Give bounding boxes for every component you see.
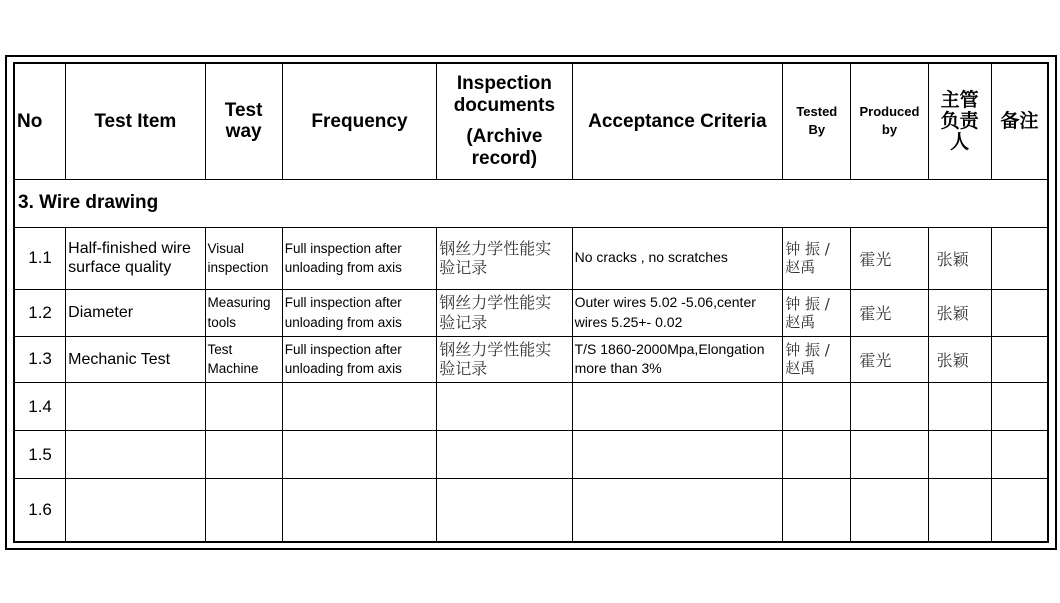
row-acceptance-criteria bbox=[572, 227, 783, 289]
header-test-way-line2: way bbox=[225, 121, 262, 143]
row-tested-line2: 赵禹 bbox=[785, 258, 816, 277]
empty-cell bbox=[66, 383, 205, 431]
row-no: 1.1 bbox=[15, 227, 66, 289]
header-row bbox=[15, 64, 1048, 180]
header-produced-by bbox=[851, 64, 928, 180]
row-no: 1.4 bbox=[15, 383, 66, 431]
empty-cell bbox=[282, 478, 436, 541]
header-inspection-line3: (Archive bbox=[466, 126, 543, 148]
row-tested-by bbox=[783, 227, 851, 289]
header-tested-line2: By bbox=[808, 122, 826, 138]
empty-cell bbox=[437, 478, 572, 541]
empty-cell bbox=[783, 431, 851, 479]
header-test-way bbox=[205, 64, 282, 180]
row-frequency-line1: Full inspection after bbox=[284, 295, 402, 311]
row-doc-line1: 钢丝力学性能实 bbox=[439, 293, 552, 313]
empty-cell bbox=[928, 478, 991, 541]
table-row bbox=[15, 289, 1048, 336]
row-test-item-line1: Mechanic Test bbox=[68, 350, 171, 368]
row-test-item bbox=[66, 289, 205, 336]
row-acceptance-criteria bbox=[572, 336, 783, 383]
row-no: 1.6 bbox=[15, 478, 66, 541]
row-test-way-line2: tools bbox=[207, 314, 237, 330]
row-doc-line1: 钢丝力学性能实 bbox=[439, 340, 552, 360]
inspection-table bbox=[14, 63, 1048, 542]
row-tested-line2: 赵禹 bbox=[785, 312, 816, 331]
table-row bbox=[15, 227, 1048, 289]
empty-cell bbox=[572, 478, 783, 541]
empty-cell bbox=[437, 383, 572, 431]
header-manager-line1: 主管 bbox=[940, 89, 979, 112]
row-test-way-line1: Measuring bbox=[207, 295, 271, 311]
empty-cell bbox=[851, 383, 928, 431]
row-frequency bbox=[282, 289, 436, 336]
table-row bbox=[15, 478, 1048, 541]
header-produced-line2: by bbox=[881, 122, 898, 138]
section-title: 3. Wire drawing bbox=[15, 179, 1048, 227]
row-remarks bbox=[991, 227, 1047, 289]
empty-cell bbox=[205, 431, 282, 479]
row-test-item-line1: Half-finished wire bbox=[68, 240, 191, 258]
empty-cell bbox=[851, 431, 928, 479]
empty-cell bbox=[572, 431, 783, 479]
section-row bbox=[15, 179, 1048, 227]
row-test-way bbox=[205, 336, 282, 383]
row-doc-line2: 验记录 bbox=[439, 312, 488, 332]
row-no: 1.2 bbox=[15, 289, 66, 336]
row-frequency-line2: unloading from axis bbox=[284, 361, 402, 377]
header-test-way-line1: Test bbox=[224, 99, 263, 121]
empty-cell bbox=[205, 383, 282, 431]
row-inspection-doc bbox=[437, 227, 572, 289]
row-frequency-line2: unloading from axis bbox=[284, 314, 402, 330]
empty-cell bbox=[783, 478, 851, 541]
header-no: No bbox=[15, 64, 66, 180]
row-tested-by bbox=[783, 336, 851, 383]
empty-cell bbox=[928, 431, 991, 479]
row-manager: 张颖 bbox=[928, 289, 991, 336]
empty-cell bbox=[783, 383, 851, 431]
table-row bbox=[15, 383, 1048, 431]
row-frequency-line1: Full inspection after bbox=[284, 240, 402, 256]
row-doc-line2: 验记录 bbox=[439, 258, 488, 278]
row-test-item bbox=[66, 227, 205, 289]
row-test-item bbox=[66, 336, 205, 383]
row-criteria-line1: Outer wires 5.02 -5.06,center bbox=[574, 294, 756, 311]
row-criteria-line1: T/S 1860-2000Mpa,Elongation bbox=[574, 340, 765, 357]
empty-cell bbox=[282, 383, 436, 431]
table-row bbox=[15, 336, 1048, 383]
empty-cell bbox=[572, 383, 783, 431]
row-test-way-line2: inspection bbox=[207, 260, 269, 276]
row-manager: 张颖 bbox=[928, 336, 991, 383]
row-frequency-line1: Full inspection after bbox=[284, 341, 402, 357]
row-test-way-line1: Visual bbox=[207, 240, 245, 256]
row-test-item-line1: Diameter bbox=[68, 304, 134, 322]
header-frequency: Frequency bbox=[282, 64, 436, 180]
row-criteria-line2: wires 5.25+- 0.02 bbox=[574, 313, 683, 330]
row-criteria-line2: more than 3% bbox=[574, 360, 662, 377]
empty-cell bbox=[851, 478, 928, 541]
header-tested-line1: Tested bbox=[796, 103, 838, 119]
row-remarks bbox=[991, 289, 1047, 336]
empty-cell bbox=[66, 478, 205, 541]
header-inspection-documents bbox=[437, 64, 572, 180]
empty-cell bbox=[928, 383, 991, 431]
header-remarks: 备注 bbox=[991, 64, 1047, 180]
empty-cell bbox=[991, 431, 1047, 479]
row-acceptance-criteria bbox=[572, 289, 783, 336]
row-doc-line1: 钢丝力学性能实 bbox=[439, 239, 552, 259]
header-inspection-line1: Inspection bbox=[456, 72, 552, 94]
row-inspection-doc bbox=[437, 336, 572, 383]
row-produced-by: 霍光 bbox=[851, 227, 928, 289]
header-acceptance-criteria: Acceptance Criteria bbox=[572, 64, 783, 180]
row-remarks bbox=[991, 336, 1047, 383]
header-manager-line3: 人 bbox=[950, 130, 970, 153]
row-tested-line1: 钟 振 / bbox=[785, 240, 830, 259]
document-frame bbox=[5, 55, 1057, 550]
header-tested-by bbox=[783, 64, 851, 180]
row-produced-by: 霍光 bbox=[851, 289, 928, 336]
row-tested-line1: 钟 振 / bbox=[785, 341, 830, 360]
row-test-way bbox=[205, 227, 282, 289]
row-frequency bbox=[282, 227, 436, 289]
empty-cell bbox=[282, 431, 436, 479]
table-border bbox=[13, 62, 1049, 543]
row-tested-by bbox=[783, 289, 851, 336]
row-manager: 张颖 bbox=[928, 227, 991, 289]
header-manager bbox=[928, 64, 991, 180]
row-test-item-line2: surface quality bbox=[68, 259, 172, 277]
row-criteria-line1: No cracks , no scratches bbox=[574, 249, 728, 266]
row-doc-line2: 验记录 bbox=[439, 359, 488, 379]
empty-cell bbox=[437, 431, 572, 479]
row-frequency bbox=[282, 336, 436, 383]
row-no: 1.3 bbox=[15, 336, 66, 383]
header-produced-line1: Produced bbox=[859, 103, 920, 119]
empty-cell bbox=[991, 478, 1047, 541]
row-tested-line1: 钟 振 / bbox=[785, 294, 830, 313]
header-test-item: Test Item bbox=[66, 64, 205, 180]
row-frequency-line2: unloading from axis bbox=[284, 260, 402, 276]
empty-cell bbox=[205, 478, 282, 541]
row-tested-line2: 赵禹 bbox=[785, 359, 816, 378]
row-produced-by: 霍光 bbox=[851, 336, 928, 383]
table-row bbox=[15, 431, 1048, 479]
row-test-way-line1: Test bbox=[207, 341, 233, 357]
header-inspection-line4: record) bbox=[471, 148, 538, 170]
header-manager-line2: 负责 bbox=[940, 110, 979, 133]
empty-cell bbox=[991, 383, 1047, 431]
row-inspection-doc bbox=[437, 289, 572, 336]
row-test-way-line2: Machine bbox=[207, 361, 259, 377]
row-test-way bbox=[205, 289, 282, 336]
header-inspection-line2: documents bbox=[453, 94, 556, 116]
empty-cell bbox=[66, 431, 205, 479]
row-no: 1.5 bbox=[15, 431, 66, 479]
